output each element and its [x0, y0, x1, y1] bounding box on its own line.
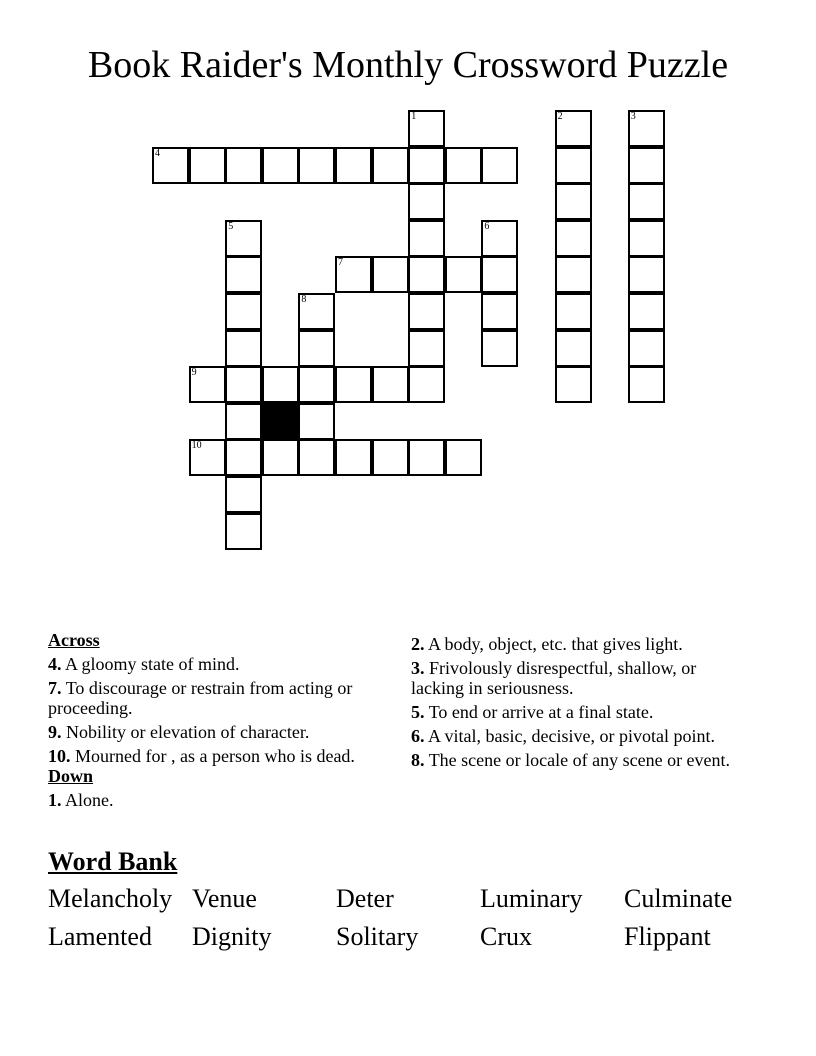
crossword-cell[interactable]: [372, 439, 409, 476]
crossword-cell[interactable]: [225, 439, 262, 476]
crossword-cell[interactable]: [408, 439, 445, 476]
clue-down-1: [48, 790, 368, 810]
cell-number: 2: [557, 111, 563, 122]
crossword-cell[interactable]: [445, 256, 482, 293]
cell-number: 10: [191, 440, 202, 452]
crossword-cell[interactable]: [628, 110, 665, 147]
clue-text: The scene or locale of any scene or event.: [428, 750, 731, 770]
crossword-cell[interactable]: [445, 147, 482, 184]
crossword-cell[interactable]: [225, 330, 262, 367]
crossword-cell[interactable]: [481, 330, 518, 367]
crossword-cell[interactable]: [555, 293, 592, 330]
crossword-cell[interactable]: [298, 330, 335, 367]
cell-number: 7: [338, 257, 343, 269]
clue-number: 10.: [48, 746, 71, 766]
clue-down-8: [411, 750, 751, 770]
crossword-cell[interactable]: [555, 147, 592, 184]
clue-text: Frivolously disrespectful, shallow, or lacking in seriousness.: [411, 658, 697, 698]
crossword-cell[interactable]: [298, 147, 335, 184]
crossword-cell[interactable]: [408, 147, 445, 184]
word-bank: [48, 882, 768, 958]
clue-number: 6.: [411, 726, 425, 746]
cell-number: 6: [484, 220, 490, 232]
crossword-cell[interactable]: [628, 293, 665, 330]
cell-number: 1: [411, 111, 417, 122]
crossword-cell[interactable]: [225, 366, 262, 403]
crossword-cell[interactable]: [225, 293, 262, 330]
crossword-cell[interactable]: [408, 256, 445, 293]
clue-number: 3.: [411, 658, 425, 678]
word-bank-item: Culminate: [624, 884, 733, 913]
clue-text: Mourned for , as a person who is dead.: [75, 746, 355, 766]
crossword-cell[interactable]: [628, 220, 665, 257]
word-bank-item: Venue: [192, 884, 257, 913]
crossword-cell[interactable]: [262, 439, 299, 476]
crossword-cell[interactable]: [481, 256, 518, 293]
clue-number: 5.: [411, 702, 425, 722]
cell-number: 8: [301, 294, 307, 305]
crossword-cell[interactable]: [225, 220, 262, 257]
word-bank-item: Solitary: [336, 922, 419, 951]
crossword-cell[interactable]: [555, 330, 592, 367]
clue-across-9: [48, 722, 368, 742]
crossword-cell[interactable]: [408, 220, 445, 257]
crossword-cell[interactable]: [628, 147, 665, 184]
crossword-cell[interactable]: [335, 439, 372, 476]
clue-number: 8.: [411, 750, 425, 770]
crossword-cell[interactable]: [445, 439, 482, 476]
word-bank-item: Flippant: [624, 922, 711, 951]
crossword-cell[interactable]: [152, 147, 189, 184]
clues-left-column: [48, 630, 368, 810]
clue-across-4: [48, 654, 368, 674]
clue-across-10: [48, 746, 368, 766]
clue-text: A vital, basic, decisive, or pivotal point.: [428, 726, 715, 746]
clue-text: A body, object, etc. that gives light.: [428, 634, 683, 654]
crossword-cell[interactable]: [298, 403, 335, 440]
crossword-cell[interactable]: [481, 293, 518, 330]
word-bank-item: Dignity: [192, 922, 272, 951]
crossword-cell[interactable]: [298, 293, 335, 330]
crossword-cell[interactable]: [225, 513, 262, 550]
cell-number: 4: [155, 147, 160, 159]
cell-number: 3: [630, 111, 636, 122]
crossword-cell[interactable]: [628, 330, 665, 367]
crossword-cell[interactable]: [189, 366, 226, 403]
crossword-cell[interactable]: [298, 366, 335, 403]
clue-number: 4.: [48, 654, 62, 674]
clue-text: Nobility or elevation of character.: [66, 722, 310, 742]
crossword-cell[interactable]: [408, 293, 445, 330]
word-bank-item: Melancholy: [48, 884, 173, 913]
clue-down-3: [411, 658, 751, 698]
crossword-cell[interactable]: [372, 147, 409, 184]
crossword-cell[interactable]: [225, 403, 262, 440]
crossword-cell[interactable]: [225, 476, 262, 513]
word-bank-title: Word Bank: [48, 847, 178, 876]
clue-down-6: [411, 726, 751, 746]
cell-number: 5: [228, 220, 234, 232]
clue-number: 1.: [48, 790, 62, 810]
clue-text: To discourage or restrain from acting or proceeding.: [48, 678, 353, 718]
crossword-cell[interactable]: [189, 439, 226, 476]
clue-number: 9.: [48, 722, 62, 742]
crossword-cell[interactable]: [628, 366, 665, 403]
cell-number: 9: [191, 367, 197, 379]
crossword-cell[interactable]: [555, 256, 592, 293]
crossword-cell[interactable]: [298, 439, 335, 476]
crossword-black-cell: [262, 403, 299, 440]
clue-number: 2.: [411, 634, 425, 654]
crossword-cell[interactable]: [481, 147, 518, 184]
crossword-cell[interactable]: [408, 366, 445, 403]
down-heading: Down: [48, 766, 94, 786]
crossword-cell[interactable]: [481, 220, 518, 257]
crossword-cell[interactable]: [408, 110, 445, 147]
crossword-cell[interactable]: [335, 366, 372, 403]
clue-text: A gloomy state of mind.: [65, 654, 240, 674]
crossword-cell[interactable]: [555, 110, 592, 147]
clues-right-column: [411, 630, 751, 770]
crossword-cell[interactable]: [372, 256, 409, 293]
crossword-cell[interactable]: [372, 366, 409, 403]
crossword-cell[interactable]: [628, 256, 665, 293]
clue-text: To end or arrive at a final state.: [428, 702, 654, 722]
crossword-cell[interactable]: [555, 183, 592, 220]
page-title: Book Raider's Monthly Crossword Puzzle: [87, 44, 729, 86]
word-bank-item: Luminary: [480, 884, 583, 913]
clue-number: 7.: [48, 678, 62, 698]
clue-text: Alone.: [65, 790, 114, 810]
word-bank-item: Deter: [336, 884, 394, 913]
crossword-cell[interactable]: [555, 220, 592, 257]
crossword-cell[interactable]: [225, 256, 262, 293]
crossword-cell[interactable]: [335, 147, 372, 184]
crossword-cell[interactable]: [555, 366, 592, 403]
word-bank-item: Lamented: [48, 922, 152, 951]
clue-across-7: [48, 678, 368, 718]
crossword-cell[interactable]: [262, 147, 299, 184]
crossword-cell[interactable]: [225, 147, 262, 184]
crossword-cell[interactable]: [262, 366, 299, 403]
across-heading: Across: [48, 630, 100, 650]
crossword-cell[interactable]: [408, 183, 445, 220]
clue-down-2: [411, 634, 751, 654]
crossword-cell[interactable]: [408, 330, 445, 367]
crossword-cell[interactable]: [189, 147, 226, 184]
word-bank-item: Crux: [480, 922, 532, 951]
crossword-cell[interactable]: [335, 256, 372, 293]
clue-down-5: [411, 702, 751, 722]
crossword-cell[interactable]: [628, 183, 665, 220]
